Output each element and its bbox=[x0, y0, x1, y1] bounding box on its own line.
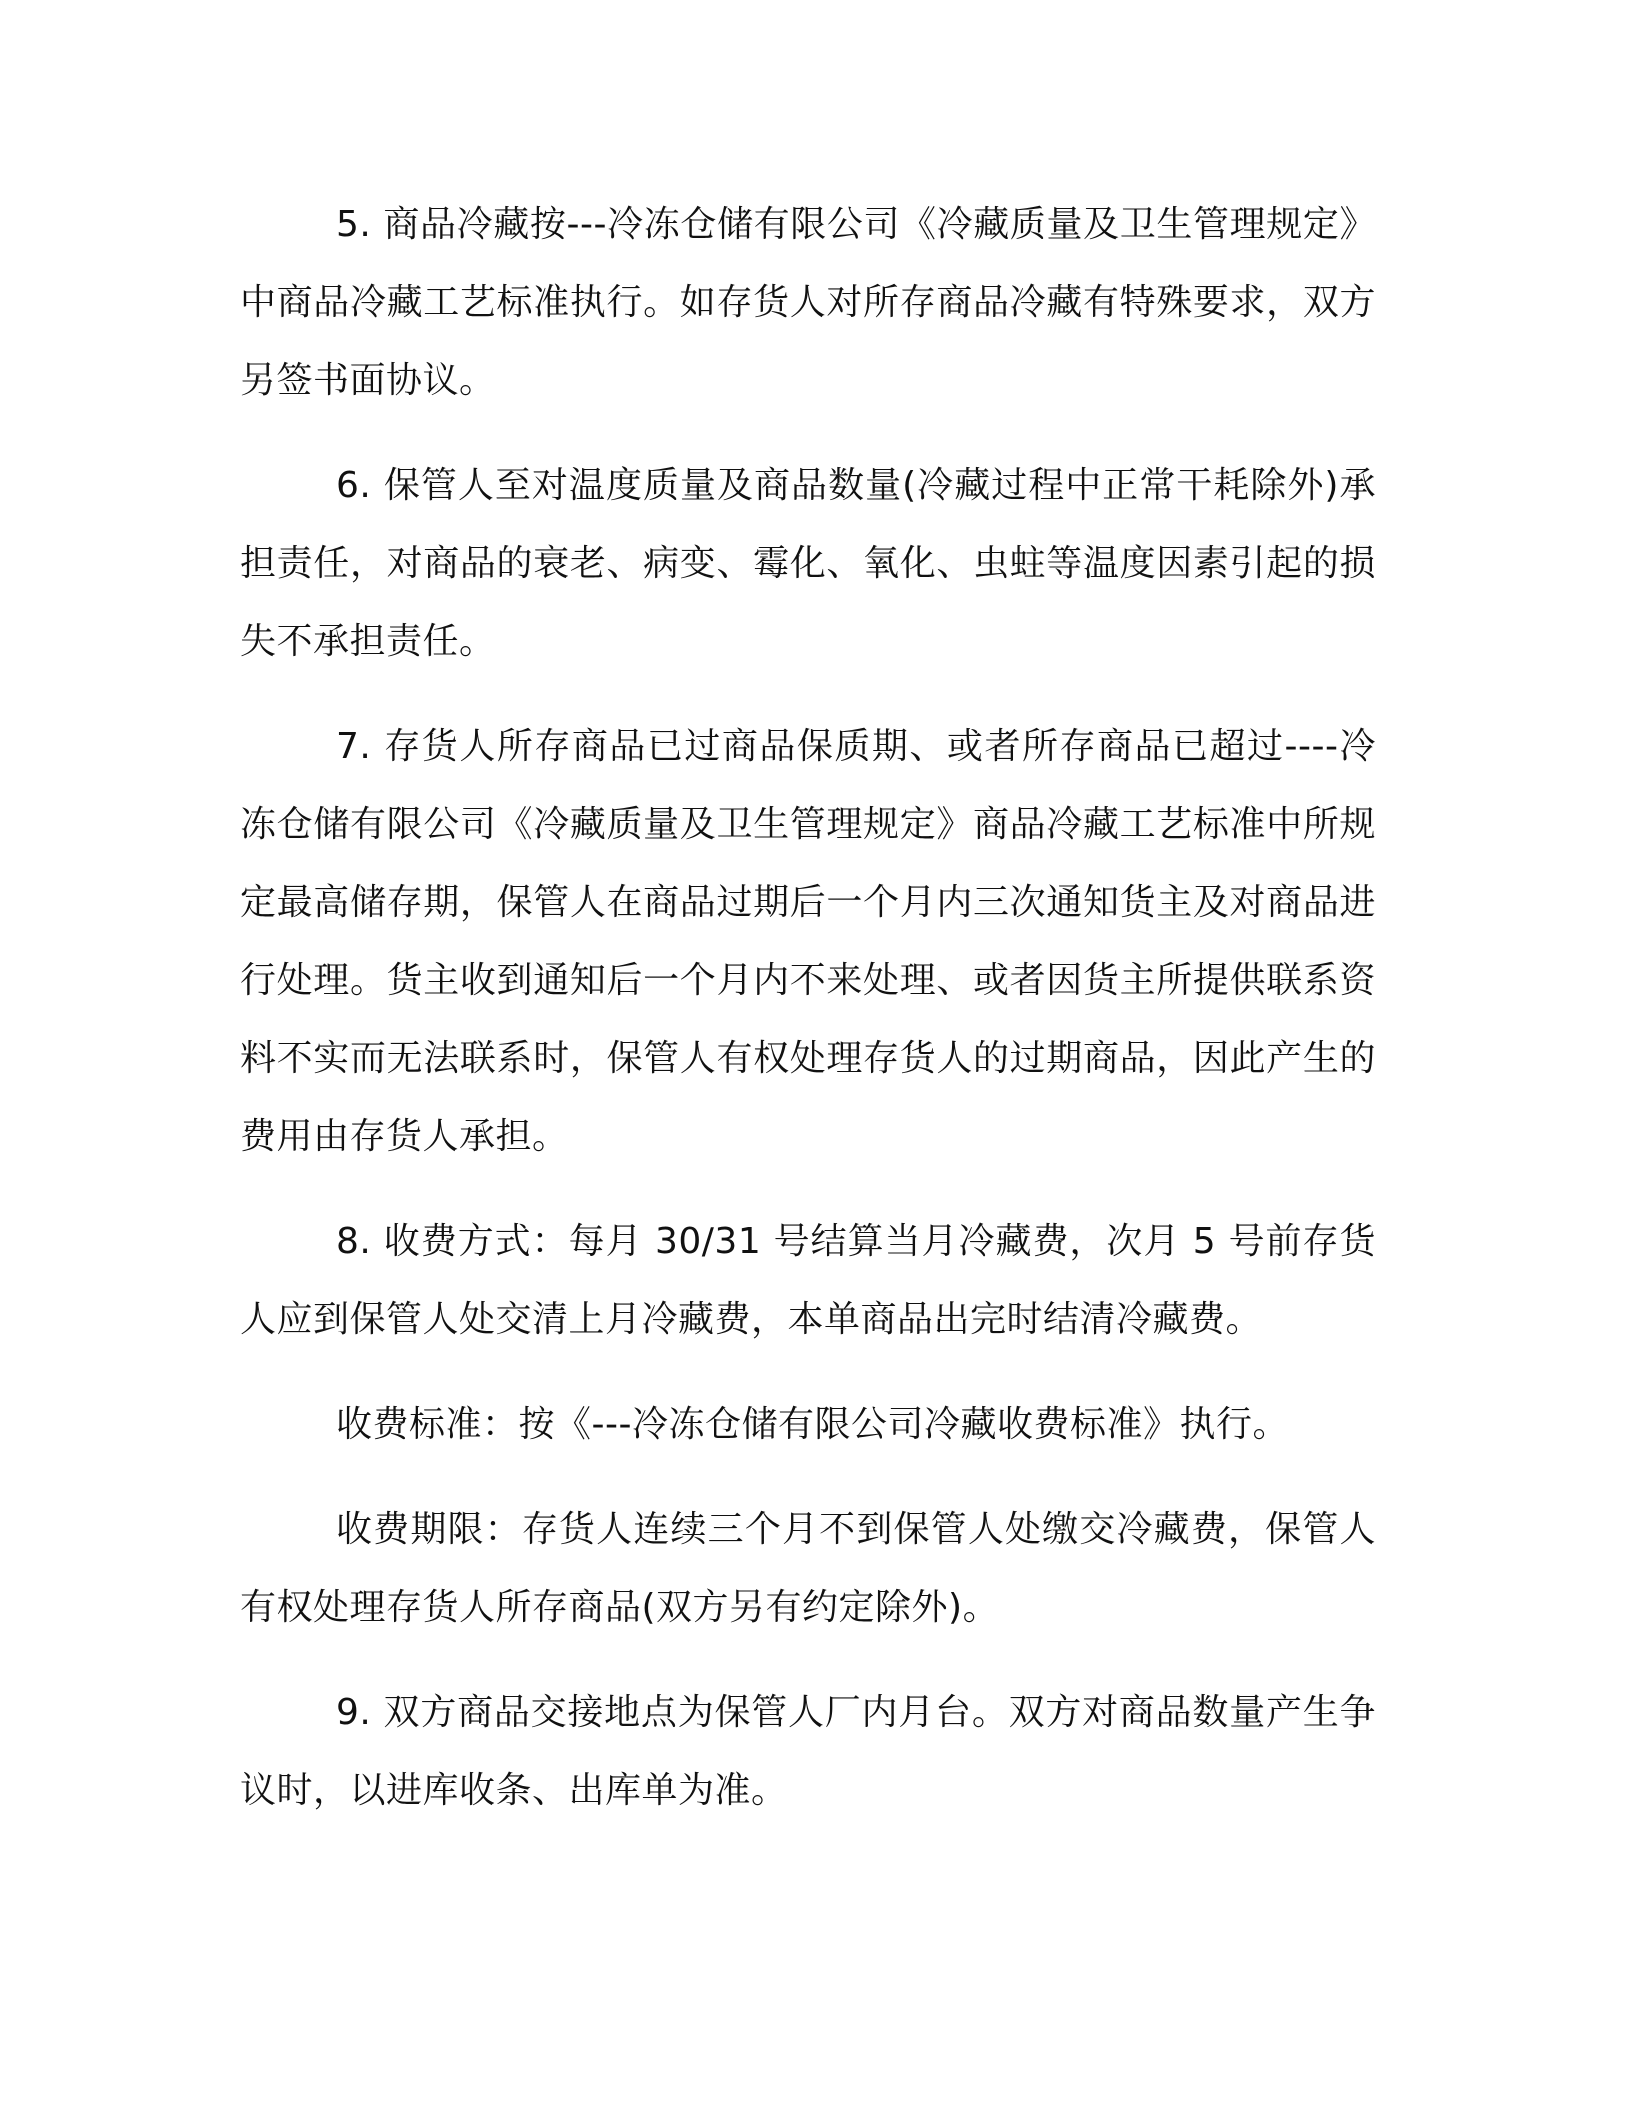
document-body bbox=[240, 186, 1376, 1857]
clause-8-payment-method-paragraph: 8. 收费方式：每月 30/31 号结算当月冷藏费，次月 5 号前存货人应到保管人处交清上月冷藏费，本单商品出完时结清冷藏费。 bbox=[240, 1221, 1376, 1340]
clause-6-paragraph: 6. 保管人至对温度质量及商品数量(冷藏过程中正常干耗除外)承担责任，对商品的衰老、病变、霉化、氧化、虫蛀等温度因素引起的损失不承担责任。 bbox=[240, 465, 1376, 662]
clause-7-paragraph: 7. 存货人所存商品已过商品保质期、或者所存商品已超过----冷冻仓储有限公司《冷藏质量及卫生管理规定》商品冷藏工艺标准中所规定最高储存期，保管人在商品过期后一个月内三次通知货主及对商品进行处理。货主收到通知后一个月内不来处理、或者因货主所提供联系资料不实而无法联系时，保管人有权处理存货人的过期商品，因此产生的费用由存货人承担。 bbox=[240, 726, 1376, 1157]
clause-9-paragraph: 9. 双方商品交接地点为保管人厂内月台。双方对商品数量产生争议时，以进库收条、出库单为准。 bbox=[240, 1692, 1376, 1811]
clause-5-paragraph: 5. 商品冷藏按---冷冻仓储有限公司《冷藏质量及卫生管理规定》中商品冷藏工艺标准执行。如存货人对所存商品冷藏有特殊要求，双方另签书面协议。 bbox=[240, 204, 1376, 401]
payment-deadline-paragraph: 收费期限：存货人连续三个月不到保管人处缴交冷藏费，保管人有权处理存货人所存商品(双方另有约定除外)。 bbox=[240, 1509, 1376, 1628]
fee-standard-paragraph: 收费标准：按《---冷冻仓储有限公司冷藏收费标准》执行。 bbox=[336, 1404, 1289, 1445]
